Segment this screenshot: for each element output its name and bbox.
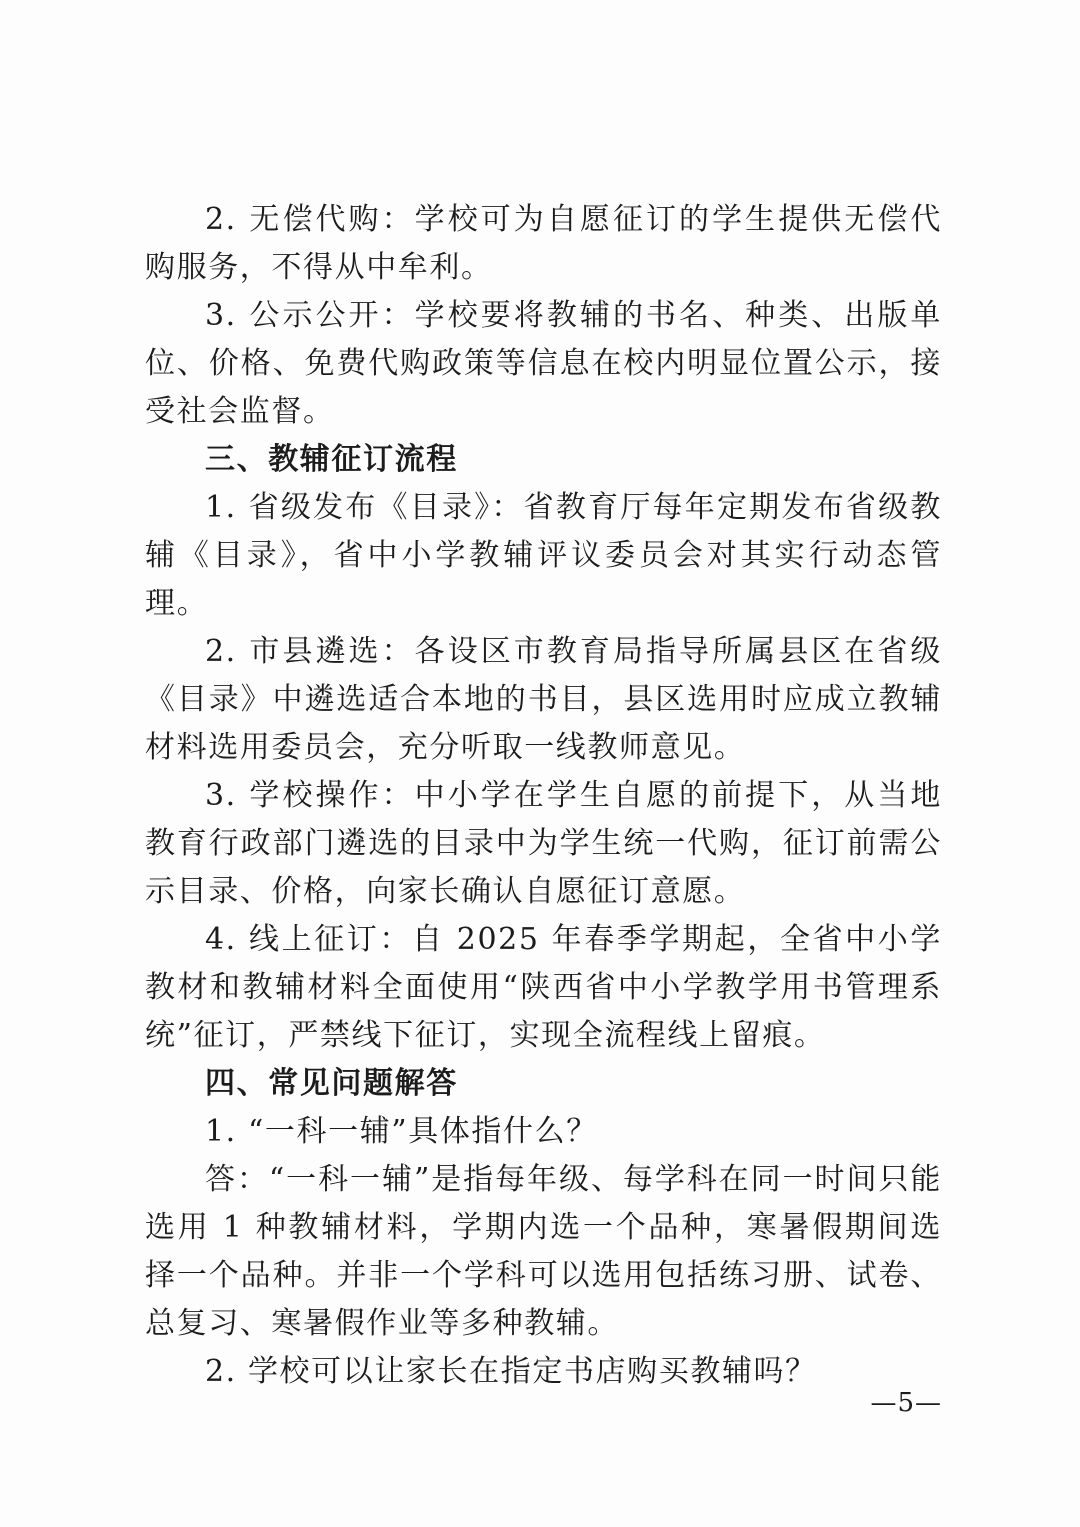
page-number: —5— [870,1388,942,1418]
paragraph-online-ordering: 4. 线上征订：自 2025 年春季学期起，全省中小学教材和教辅材料全面使用“陕西省中小学教学用书管理系统”征订，严禁线下征订，实现全流程线上留痕。 [145,922,942,1053]
paragraph-school-operation: 3. 学校操作：中小学在学生自愿的前提下，从当地教育行政部门遴选的目录中为学生统一代购，征订前需公示目录、价格，向家长确认自愿征订意愿。 [145,778,942,909]
paragraph-county-selection: 2. 市县遴选：各设区市教育局指导所属县区在省级《目录》中遴选适合本地的书目，县区选用时应成立教辅材料选用委员会，充分听取一线教师意见。 [145,634,942,765]
section-heading-ordering-process: 三、教辅征订流程 [205,442,458,477]
faq-answer-1: 答：“一科一辅”是指每年级、每学科在同一时间只能选用 1 种教辅材料，学期内选一个品种，寒暑假期间选择一个品种。并非一个学科可以选用包括练习册、试卷、总复习、寒暑假作业等多种教辅。 [145,1162,942,1341]
paragraph-free-purchase: 2. 无偿代购：学校可为自愿征订的学生提供无偿代购服务，不得从中牟利。 [145,202,942,285]
paragraph-provincial-catalog: 1. 省级发布《目录》：省教育厅每年定期发布省级教辅《目录》，省中小学教辅评议委员会对其实行动态管理。 [145,490,942,621]
paragraph-public-notice: 3. 公示公开：学校要将教辅的书名、种类、出版单位、价格、免费代购政策等信息在校内明显位置公示，接受社会监督。 [145,298,942,429]
faq-question-1: 1. “一科一辅”具体指什么？ [205,1114,598,1149]
section-heading-faq: 四、常见问题解答 [205,1066,458,1101]
faq-question-2: 2. 学校可以让家长在指定书店购买教辅吗？ [205,1354,817,1389]
